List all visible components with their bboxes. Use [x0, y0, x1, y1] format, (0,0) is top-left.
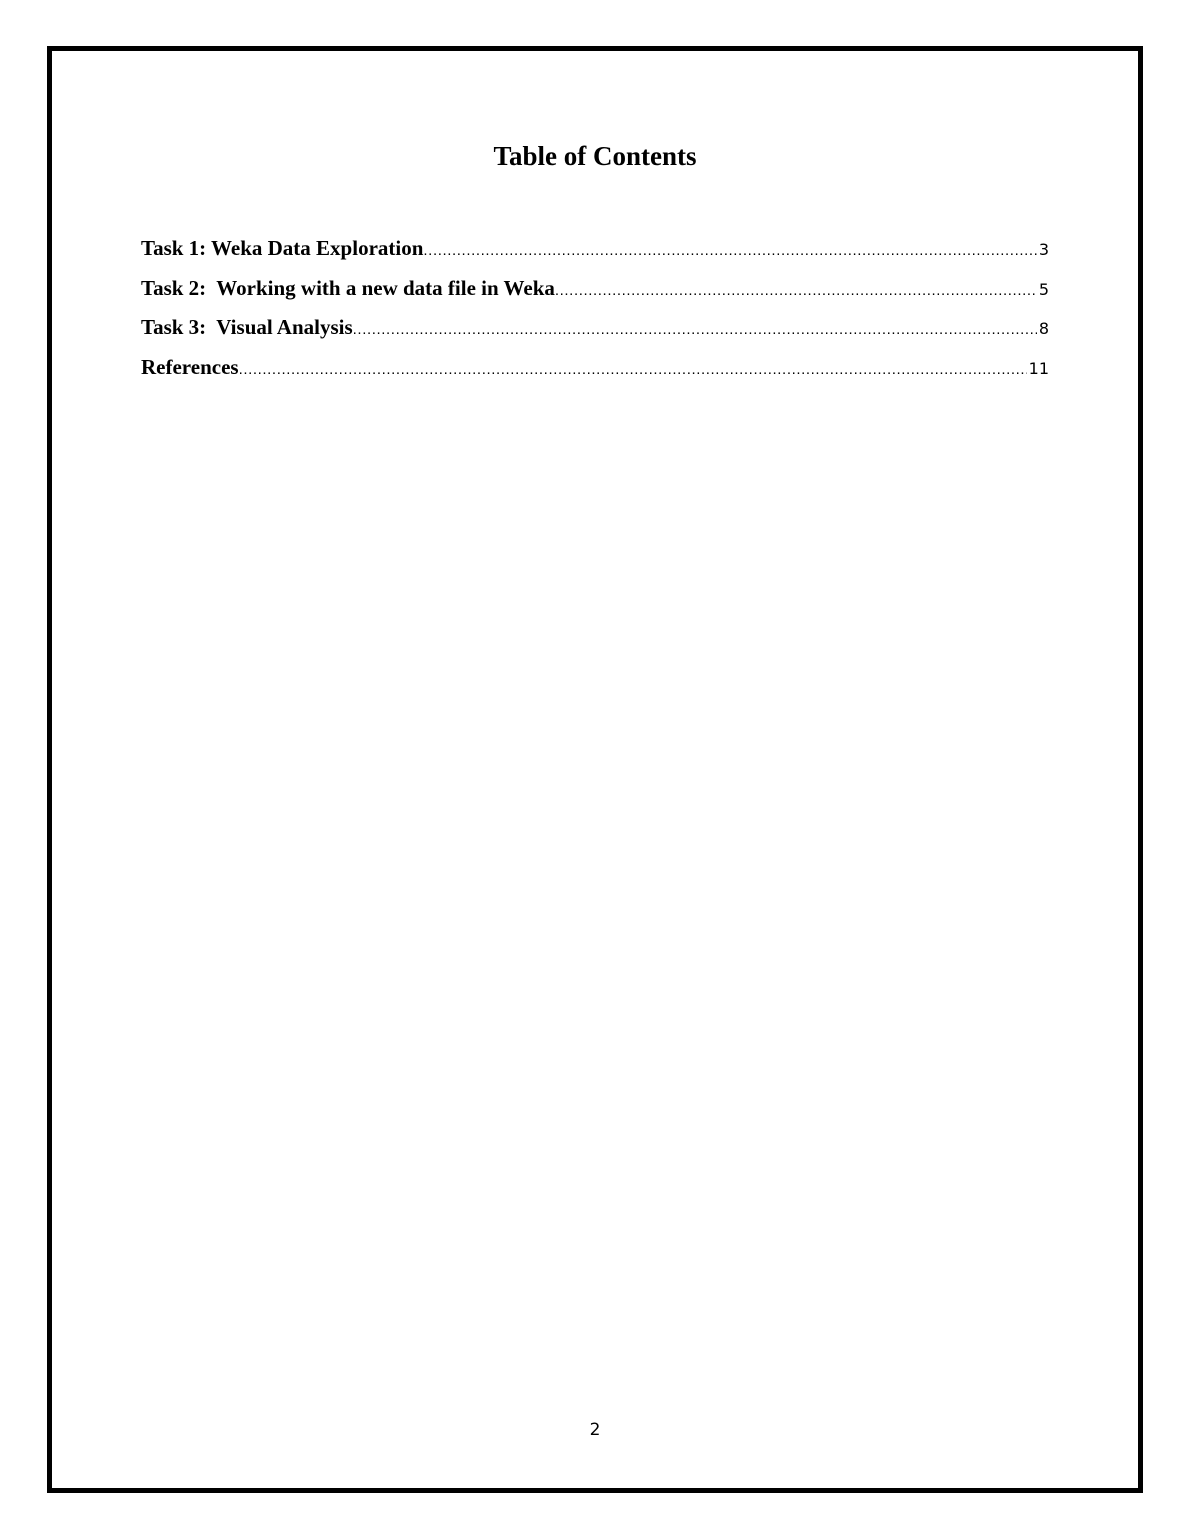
- toc-entry-label: Task 3: Visual Analysis: [141, 315, 353, 340]
- toc-entry-page: 5: [1038, 279, 1049, 299]
- toc-entry-page: 3: [1038, 240, 1049, 259]
- toc-entry-task-2[interactable]: [141, 276, 1049, 316]
- toc-entry-references[interactable]: [141, 355, 1049, 395]
- toc-list: [141, 236, 1049, 395]
- toc-dot-leader: [239, 361, 1027, 378]
- toc-entry-label: References: [141, 355, 239, 380]
- toc-dot-leader: [555, 282, 1037, 299]
- toc-entry-label: Task 2: Working with a new data file in Weka: [141, 275, 555, 300]
- toc-entry-label: Task 1: Weka Data Exploration: [141, 236, 424, 260]
- toc-entry-page: 8: [1038, 319, 1049, 339]
- toc-dot-leader: [353, 321, 1037, 338]
- toc-entry-task-3[interactable]: [141, 315, 1049, 355]
- toc-entry-task-1[interactable]: [141, 236, 1049, 276]
- page-number: 2: [589, 1420, 601, 1440]
- toc-dot-leader: [423, 242, 1036, 259]
- toc-title: Table of Contents: [493, 141, 697, 171]
- toc-entry-page: 11: [1028, 359, 1049, 379]
